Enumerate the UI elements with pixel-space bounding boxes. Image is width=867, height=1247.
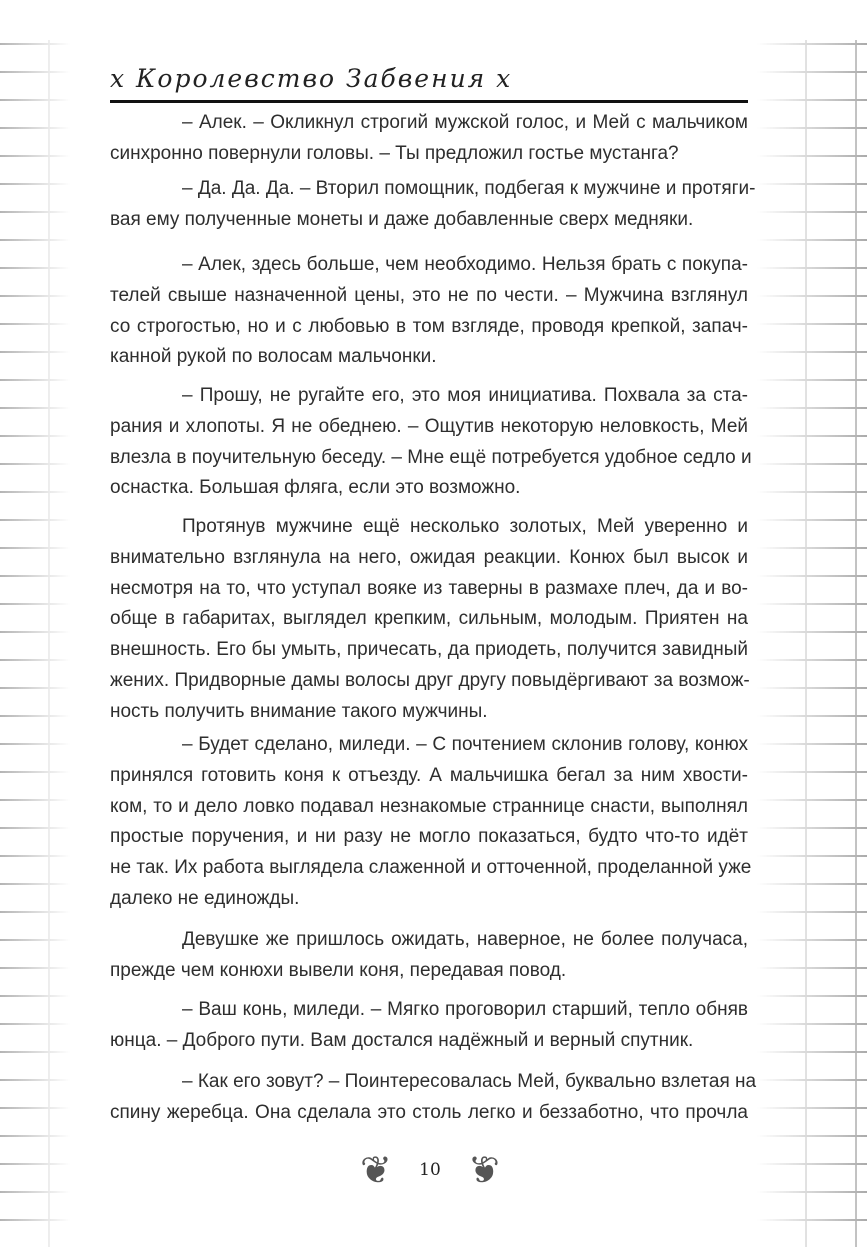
text-line: – Алек. – Окликнул строгий мужской голос, и Мей с мальчиком (182, 112, 748, 133)
text-line: – Алек, здесь больше, чем необходимо. Нельзя брать с покупа- (182, 254, 748, 275)
text-line: – Как его зовут? – Поинтересовалась Мей, буквально взлетая на (182, 1071, 757, 1092)
paragraph (110, 174, 756, 236)
paragraph (110, 381, 752, 504)
text-line: со строгостью, но и с любовью в том взгляде, проводя крепкой, запач- (110, 315, 748, 337)
text-line: жених. Придворные дамы волосы друг другу повыдёргивают за возмож- (110, 669, 750, 691)
text-line: – Будет сделано, миледи. – С почтением склонив голову, конюх (182, 734, 748, 755)
page-footer (360, 1140, 500, 1200)
text-line: влезла в поучительную беседу. – Мне ещё потребуется удобное седло и (110, 446, 752, 468)
text-line: юнца. – Доброго пути. Вам достался надёжный и верный спутник. (110, 1029, 694, 1051)
text-line: спину жеребца. Она сделала это столь легко и беззаботно, что прочла (110, 1101, 748, 1123)
text-line: оснастка. Большая фляга, если это возможно. (110, 477, 521, 499)
text-line: вая ему полученные монеты и даже добавленные сверх медняки. (110, 208, 694, 230)
brick-wall-decoration (0, 40, 70, 1247)
paragraph (110, 995, 748, 1057)
text-line: внимательно взглянула на него, ожидая реакции. Конюх был высок и (110, 546, 748, 568)
text-line: рания и хлопоты. Я не обеднею. – Ощутив некоторую неловкость, Мей (110, 415, 748, 437)
running-header: x Королевство Забвения x (110, 64, 513, 93)
text-line: внешность. Его бы умыть, причесать, да приодеть, получится завидный (110, 639, 748, 661)
text-line: – Да. Да. Да. – Вторил помощник, подбегая к мужчине и протяги- (182, 178, 756, 199)
text-line: простые поручения, и ни разу не могло показаться, будто что-то идёт (110, 826, 748, 848)
text-line: несмотря на то, что уступал вояке из таверны в размахе плеч, да и во- (110, 577, 748, 599)
ornament-left-icon: ❦ (360, 1148, 392, 1192)
text-line: не так. Их работа выглядела слаженной и отточенной, проделанной уже (110, 857, 752, 879)
text-line: ком, то и дело ловко подавал незнакомые страннице снасти, выполнял (110, 795, 748, 817)
brick-wall-decoration (757, 40, 867, 1247)
paragraph (110, 1067, 757, 1129)
text-line: телей свыше назначенной цены, это не по чести. – Мужчина взглянул (110, 284, 748, 306)
text-line: Протянув мужчине ещё несколько золотых, Мей уверенно и (182, 516, 748, 537)
header-rule (110, 100, 748, 103)
paragraph (110, 108, 748, 170)
paragraph (110, 730, 752, 915)
text-line: принялся готовить коня к отъезду. А мальчишка бегал за ним хвости- (110, 764, 748, 786)
text-line: синхронно повернули головы. – Ты предложил гостье мустанга? (110, 142, 679, 164)
text-line: Девушке же пришлось ожидать, наверное, не более получаса, (182, 929, 748, 950)
page-number: 10 (419, 1160, 441, 1180)
paragraph (110, 250, 748, 373)
text-line: далеко не единожды. (110, 887, 300, 909)
paragraph (110, 925, 748, 987)
text-line: – Ваш конь, миледи. – Мягко проговорил старший, тепло обняв (182, 999, 748, 1020)
text-line: – Прошу, не ругайте его, это моя инициатива. Похвала за ста- (182, 385, 748, 406)
paragraph (110, 512, 748, 728)
text-line: канной рукой по волосам мальчонки. (110, 346, 437, 368)
text-line: обще в габаритах, выглядел крепким, сильным, молодым. Приятен на (110, 608, 748, 630)
text-line: прежде чем конюхи вывели коня, передавая повод. (110, 959, 567, 981)
ornament-right-icon: ❦ (468, 1148, 500, 1192)
text-line: ность получить внимание такого мужчины. (110, 700, 488, 722)
